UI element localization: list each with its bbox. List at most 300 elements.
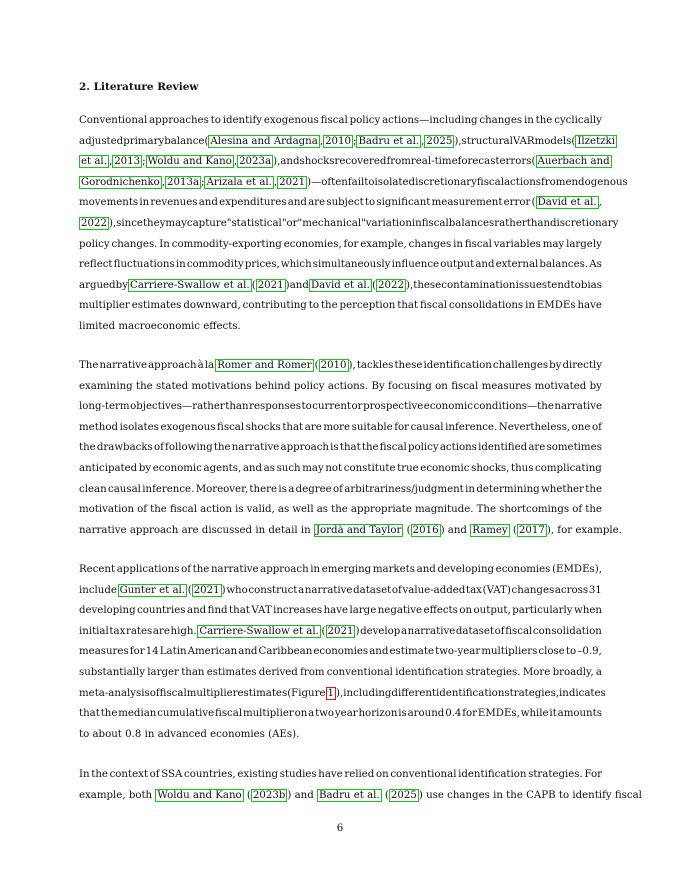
- word: [268, 729, 299, 740]
- word: [456, 622, 494, 643]
- word: [79, 152, 112, 173]
- text-run: a: [595, 666, 602, 678]
- word: [512, 581, 555, 602]
- citation-link[interactable]: David et al.: [310, 279, 370, 291]
- word: [79, 500, 134, 521]
- text-run: increases: [273, 605, 323, 617]
- word: [411, 418, 444, 439]
- word: [321, 111, 348, 132]
- word: [494, 235, 541, 256]
- citation-link[interactable]: 2021: [327, 625, 354, 637]
- citation-link[interactable]: Alesina and Ardagna: [210, 135, 318, 147]
- word: [385, 790, 426, 801]
- text-run: (: [246, 789, 251, 801]
- word: [79, 321, 118, 332]
- text-run: identification: [395, 666, 464, 678]
- text-run: The: [79, 360, 99, 371]
- word: [112, 152, 145, 173]
- citation-link[interactable]: Gorodnichenko: [81, 176, 160, 188]
- word: [305, 418, 322, 439]
- word: [344, 480, 463, 501]
- word: [79, 377, 133, 398]
- word: [581, 276, 602, 297]
- text-run: the: [150, 504, 167, 516]
- text-run: of: [572, 504, 583, 516]
- text-run: as: [277, 504, 290, 516]
- text-run: is: [235, 504, 244, 516]
- text-run: and: [294, 789, 314, 801]
- text-run: not: [325, 462, 343, 474]
- citation-link[interactable]: 2023a: [239, 156, 272, 168]
- citation-link[interactable]: Ilzetzki: [577, 135, 615, 147]
- text-run: arbitrariness/judgment: [344, 483, 464, 495]
- text-run: include: [79, 584, 117, 596]
- text-run: SSA: [161, 769, 183, 780]
- citation-link[interactable]: 2021: [257, 279, 284, 291]
- word: [344, 765, 374, 786]
- word: [79, 790, 129, 801]
- citation-link[interactable]: Woldu and Kano: [157, 789, 242, 801]
- word: [474, 601, 511, 622]
- text-run: economic: [423, 401, 473, 413]
- text-run: ): [287, 789, 292, 801]
- citation-link[interactable]: 2010: [325, 135, 351, 147]
- text-run: find: [207, 605, 228, 617]
- citation-link[interactable]: Jordà and Taylor: [315, 524, 402, 536]
- word: [114, 255, 175, 276]
- word: [313, 642, 368, 663]
- text-run: from: [386, 156, 411, 168]
- word: [348, 173, 364, 194]
- text-run: ,: [233, 156, 238, 168]
- word: [523, 663, 550, 684]
- citation-link[interactable]: David et al.: [537, 197, 597, 209]
- text-line: [79, 296, 602, 317]
- word: [248, 581, 297, 602]
- text-run: expenditures: [219, 197, 287, 209]
- text-line: [79, 193, 602, 214]
- text-run: when: [574, 605, 602, 617]
- text-run: in: [523, 115, 534, 126]
- text-run: negative: [377, 605, 423, 617]
- text-run: causal: [410, 421, 444, 433]
- text-run: dataset: [353, 584, 392, 596]
- citation-link[interactable]: Auerbach and: [537, 156, 610, 168]
- text-run: revenues: [150, 197, 198, 209]
- text-run: shocks,: [471, 462, 510, 474]
- word: [199, 193, 218, 214]
- citation-link[interactable]: Ramey: [472, 524, 508, 536]
- text-run: may: [165, 217, 187, 229]
- word: [295, 704, 308, 725]
- text-run: (: [314, 360, 319, 371]
- text-run: these: [413, 279, 442, 291]
- word: [409, 173, 477, 194]
- word: [292, 500, 313, 521]
- word: [373, 560, 415, 581]
- text-run: consolidations: [448, 300, 524, 312]
- text-run: that: [339, 442, 361, 454]
- word: [79, 642, 129, 663]
- word: [420, 296, 447, 317]
- text-run: (: [512, 524, 517, 536]
- text-run: about: [92, 728, 122, 740]
- citation-link[interactable]: Carriere-Swallow et al.: [199, 625, 319, 637]
- word: [380, 438, 407, 459]
- text-run: in: [453, 238, 463, 250]
- text-run: example,: [79, 789, 126, 801]
- citation-link[interactable]: Woldu and Kano: [147, 156, 232, 168]
- word: [499, 500, 569, 521]
- citation-link[interactable]: 2017: [518, 524, 545, 536]
- text-run: ,: [319, 135, 324, 147]
- text-run: particularly: [512, 605, 573, 617]
- text-run: anticipated: [79, 462, 138, 474]
- text-run: in: [493, 789, 503, 801]
- citation-link[interactable]: 2023b: [252, 789, 286, 801]
- word: [79, 235, 110, 256]
- word: [483, 581, 511, 602]
- word: [116, 214, 143, 235]
- word: [197, 622, 321, 643]
- word: [465, 235, 492, 256]
- text-run: from: [541, 176, 566, 188]
- citation-link[interactable]: Arizala et al.: [206, 176, 272, 188]
- text-run: estimates: [237, 687, 288, 699]
- text-run: they: [142, 217, 166, 229]
- word: [391, 684, 436, 705]
- citation-link[interactable]: 2021: [193, 584, 220, 596]
- word: [247, 500, 275, 521]
- text-run: external: [495, 259, 539, 271]
- text-run: prices,: [244, 259, 280, 271]
- citation-link[interactable]: et al.: [81, 156, 107, 168]
- word: [153, 622, 170, 643]
- text-run: two: [315, 708, 335, 720]
- word: [555, 581, 588, 602]
- word: [123, 132, 164, 153]
- citation-link[interactable]: 2016: [412, 524, 439, 536]
- citation-link[interactable]: 2025: [426, 135, 453, 147]
- word: [79, 214, 116, 235]
- text-run: rates: [125, 625, 153, 637]
- text-run: in: [255, 524, 266, 536]
- text-run: subject: [326, 197, 364, 209]
- citation-link[interactable]: Badru et al.: [318, 789, 380, 801]
- text-run: error: [503, 197, 531, 209]
- word: [281, 255, 312, 276]
- word: [532, 193, 602, 214]
- word: [559, 684, 606, 705]
- word: [298, 214, 366, 235]
- text-run: or: [351, 401, 363, 413]
- word: [328, 377, 368, 398]
- text-run: directly: [562, 360, 602, 371]
- text-run: on: [375, 769, 389, 780]
- text-run: variation: [365, 217, 412, 229]
- word: [79, 729, 92, 740]
- text-run: narrative: [407, 625, 456, 637]
- text-run: magnitude.: [414, 504, 474, 516]
- word: [374, 173, 408, 194]
- word: [349, 601, 376, 622]
- text-run: primary: [123, 135, 165, 147]
- word: [79, 418, 118, 439]
- text-line: [79, 725, 602, 746]
- word: [155, 790, 247, 801]
- word: [238, 642, 257, 663]
- word: [471, 459, 509, 480]
- text-run: fiscal: [169, 504, 198, 516]
- citation-link[interactable]: 2021: [279, 176, 306, 188]
- text-run: to: [565, 646, 577, 658]
- word: [478, 438, 527, 459]
- text-run: for: [343, 238, 359, 250]
- text-run: use: [426, 789, 444, 801]
- word: [79, 193, 138, 214]
- word: [477, 500, 496, 521]
- citation-link[interactable]: 2013: [114, 156, 141, 168]
- text-run: initial: [79, 625, 109, 637]
- word: [372, 276, 413, 297]
- text-run: tax: [109, 625, 126, 637]
- text-line: [79, 622, 602, 643]
- text-run: fiscal: [320, 115, 348, 126]
- word: [615, 790, 642, 801]
- word: [229, 601, 250, 622]
- word: [513, 525, 557, 536]
- word: [504, 173, 541, 194]
- text-run: than: [181, 666, 205, 678]
- word: [193, 560, 210, 581]
- text-run: causal: [108, 483, 141, 495]
- word: [528, 765, 583, 786]
- text-run: shortcomings: [499, 504, 570, 516]
- citation-link[interactable]: 2025: [390, 789, 417, 801]
- word: [449, 214, 494, 235]
- word: [165, 438, 213, 459]
- text-run: by: [589, 380, 602, 392]
- word: [521, 704, 549, 725]
- word: [499, 418, 570, 439]
- word: [219, 193, 286, 214]
- text-line: [79, 601, 602, 622]
- text-run: estimates: [206, 666, 257, 678]
- text-run: EMDEs: [536, 300, 576, 312]
- citation-link[interactable]: Carriere-Swallow et al.: [130, 279, 250, 291]
- word: [188, 581, 226, 602]
- text-run: recovered: [334, 156, 387, 168]
- word: [572, 500, 582, 521]
- text-run: narrative: [231, 442, 280, 454]
- word: [302, 459, 324, 480]
- text-run: Nevertheless,: [498, 421, 571, 433]
- text-run: fiscal: [451, 380, 479, 392]
- text-run: changes: [479, 115, 523, 126]
- text-run: true: [397, 462, 419, 474]
- text-run: may: [302, 462, 324, 474]
- text-run: la: [204, 360, 215, 371]
- word: [409, 235, 452, 256]
- text-run: emerging: [321, 564, 372, 575]
- word: [302, 397, 312, 418]
- text-run: output: [440, 259, 475, 271]
- text-line: [79, 356, 602, 377]
- text-run: 0.4: [445, 708, 462, 720]
- word: [282, 418, 303, 439]
- word: [403, 581, 466, 602]
- word: [153, 459, 202, 480]
- text-run: motivated: [534, 380, 587, 392]
- word: [176, 255, 186, 276]
- word: [392, 581, 402, 602]
- word: [125, 729, 144, 740]
- word: [260, 560, 308, 581]
- citation-link[interactable]: 2013a: [167, 176, 200, 188]
- word: [356, 132, 424, 153]
- word: [559, 790, 572, 801]
- word: [295, 790, 317, 801]
- text-run: and: [280, 156, 300, 168]
- word: [558, 704, 602, 725]
- text-run: detail: [268, 524, 298, 536]
- text-run: by: [115, 279, 128, 291]
- text-line: [79, 377, 602, 398]
- text-run: fail: [347, 176, 365, 188]
- text-run: largely: [566, 238, 602, 250]
- text-run: median: [118, 708, 157, 720]
- text-run: economies: [210, 728, 265, 740]
- text-run: horizon: [358, 708, 398, 720]
- word: [112, 235, 158, 256]
- text-run: balances: [448, 217, 495, 229]
- word: [237, 152, 280, 173]
- text-run: that: [229, 605, 250, 617]
- word: [182, 525, 202, 536]
- text-run: to: [558, 789, 570, 801]
- word: [147, 663, 179, 684]
- word: [314, 525, 407, 536]
- word: [165, 173, 204, 194]
- word: [541, 173, 565, 194]
- text-run: cumulative: [157, 708, 215, 720]
- word: [359, 704, 398, 725]
- word: [202, 525, 256, 536]
- text-run: approaches: [149, 115, 209, 126]
- text-run: As: [589, 259, 602, 271]
- figure-ref-link[interactable]: 1: [327, 687, 334, 699]
- text-run: close: [538, 646, 565, 658]
- citation-link[interactable]: 2010: [320, 360, 347, 371]
- word: [208, 601, 228, 622]
- word: [376, 193, 430, 214]
- word: [181, 560, 191, 581]
- text-run: substantially: [79, 666, 145, 678]
- text-run: movements: [79, 197, 139, 209]
- word: [412, 214, 422, 235]
- text-run: advanced: [157, 728, 207, 740]
- citation-link[interactable]: Romer and Romer: [217, 360, 312, 371]
- text-run: policy: [79, 238, 110, 250]
- citation-link[interactable]: 2022: [378, 279, 404, 291]
- text-run: degree: [295, 483, 332, 495]
- word: [288, 193, 307, 214]
- word: [287, 214, 298, 235]
- word: [181, 663, 204, 684]
- word: [549, 356, 561, 377]
- word: [130, 642, 145, 663]
- word: [394, 418, 409, 439]
- word: [312, 397, 351, 418]
- word: [187, 255, 244, 276]
- citation-link[interactable]: Gunter et al.: [119, 584, 186, 596]
- text-run: prospective: [363, 401, 424, 413]
- text-run: economies: [313, 646, 369, 658]
- word: [79, 296, 130, 317]
- text-run: is: [278, 483, 287, 495]
- text-run: of: [137, 504, 148, 516]
- text-run: variables: [493, 238, 541, 250]
- word: [183, 296, 240, 317]
- citation-link[interactable]: Badru et al.: [358, 135, 420, 147]
- word: [259, 642, 313, 663]
- text-run: different: [391, 687, 437, 699]
- word: [203, 321, 241, 332]
- word: [146, 152, 238, 173]
- word: [278, 500, 289, 521]
- text-run: )—often: [307, 176, 348, 188]
- citation-link[interactable]: 2022: [81, 217, 107, 229]
- text-run: determining: [476, 483, 540, 495]
- word: [273, 601, 322, 622]
- text-run: on: [435, 380, 448, 392]
- word: [408, 704, 445, 725]
- word: [142, 480, 194, 501]
- text-run: (: [321, 625, 326, 637]
- text-line: [79, 418, 602, 439]
- text-run: dataset: [455, 625, 495, 637]
- text-run: multipliers: [481, 646, 538, 658]
- word: [462, 704, 477, 725]
- text-run: perception: [339, 300, 396, 312]
- text-run: More: [522, 666, 551, 678]
- word: [424, 601, 458, 622]
- word: [324, 601, 348, 622]
- text-run: by: [549, 360, 562, 371]
- text-run: fiscal: [421, 217, 449, 229]
- text-run: identification: [423, 360, 492, 371]
- word: [150, 765, 160, 786]
- text-run: one: [571, 421, 591, 433]
- text-run: and: [475, 259, 495, 271]
- word: [204, 459, 242, 480]
- text-run: narrative: [304, 584, 353, 596]
- text-run: ),: [454, 135, 462, 147]
- text-run: economic: [152, 462, 202, 474]
- word: [458, 765, 526, 786]
- word: [512, 601, 572, 622]
- text-run: ;: [353, 135, 357, 147]
- word: [136, 377, 153, 398]
- word: [128, 276, 252, 297]
- text-run: isolate: [374, 176, 409, 188]
- word: [300, 663, 324, 684]
- word: [572, 418, 591, 439]
- text-run: year: [334, 708, 358, 720]
- word: [160, 684, 187, 705]
- word: [504, 193, 531, 214]
- word: [352, 397, 363, 418]
